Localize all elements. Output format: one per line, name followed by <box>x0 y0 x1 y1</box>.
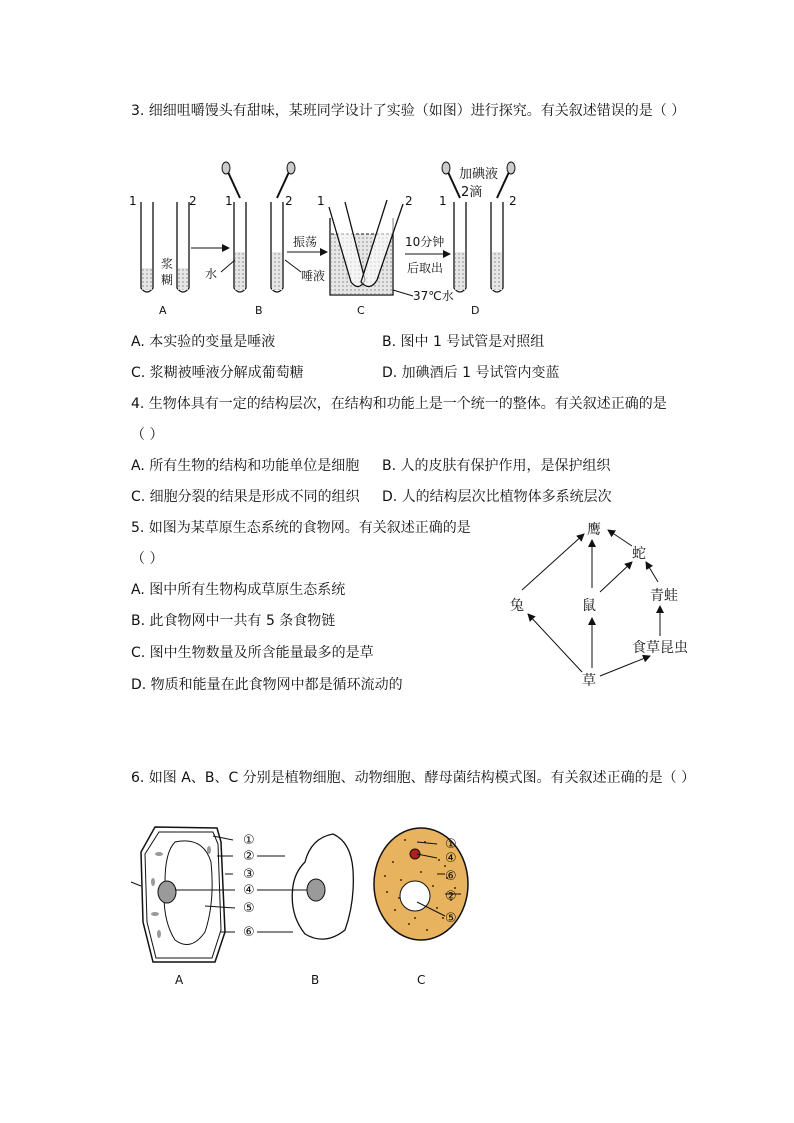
callout-5-a: ⑤ <box>243 901 255 916</box>
q3-option-c: C. 浆糊被唾液分解成葡萄糖 <box>131 365 304 381</box>
q5-option-d: D. 物质和能量在此食物网中都是循环流动的 <box>131 677 403 693</box>
water-label: 水 <box>205 267 218 281</box>
q6-stem: 6. 如图 A、B、C 分别是植物细胞、动物细胞、酵母菌结构模式图。有关叙述正确的是（ ） <box>131 770 696 786</box>
q3-experiment-figure <box>125 160 525 320</box>
plant-cell-a <box>131 827 235 987</box>
q5-option-c: C. 图中生物数量及所含能量最多的是草 <box>131 645 374 661</box>
label-b: B <box>255 304 263 317</box>
paste-label-2: 糊 <box>161 273 174 287</box>
tube-group-a <box>129 194 229 317</box>
callout-3-a: ③ <box>243 867 255 882</box>
shake-label: 振荡 <box>293 235 318 249</box>
label-a: A <box>159 304 167 317</box>
arrow-grass-insect <box>600 656 650 676</box>
q3-stem: 3. 细细咀嚼馒头有甜味，某班同学设计了实验（如图）进行探究。有关叙述错误的是（ ） <box>131 103 686 119</box>
tube2-label-d: 2 <box>509 194 517 208</box>
callout-1-a: ① <box>243 833 255 848</box>
q5-option-b: B. 此食物网中一共有 5 条食物链 <box>131 613 336 629</box>
label-d: D <box>471 304 480 317</box>
iodine-label: 加碘液 <box>459 167 499 182</box>
tube2-label-b: 2 <box>285 194 293 208</box>
q3-option-a: A. 本实验的变量是唾液 <box>131 334 276 350</box>
label-cell-c: C <box>417 973 426 987</box>
q4-option-c: C. 细胞分裂的结果是形成不同的组织 <box>131 489 360 505</box>
label-cell-b: B <box>311 973 320 987</box>
node-mouse: 鼠 <box>582 598 596 614</box>
callout-5-c: ⑤ <box>445 911 457 926</box>
tube1-label-a: 1 <box>129 194 137 208</box>
callout-1-c: ① <box>445 837 457 852</box>
q5-stem: 5. 如图为某草原生态系统的食物网。有关叙述正确的是 <box>131 520 471 536</box>
arrow-mouse-snake <box>600 562 632 592</box>
arrow-frog-snake <box>646 562 658 582</box>
label-c: C <box>357 304 365 317</box>
saliva-label: 唾液 <box>301 269 326 283</box>
callout-6-c: ⑥ <box>445 869 457 884</box>
node-snake: 蛇 <box>632 546 646 562</box>
arrow-rabbit-eagle <box>522 534 584 590</box>
callout-6-a: ⑥ <box>243 925 255 940</box>
q3-option-b: B. 图中 1 号试管是对照组 <box>382 334 545 350</box>
q4-paren: （ ） <box>131 427 164 443</box>
label-cell-a: A <box>175 973 184 987</box>
callout-2-a: ② <box>243 849 255 864</box>
callout-2-c: ② <box>445 889 457 904</box>
node-insect: 食草昆虫 <box>632 640 688 656</box>
node-eagle: 鹰 <box>587 522 601 538</box>
food-web-diagram <box>500 510 710 695</box>
q4-option-b: B. 人的皮肤有保护作用，是保护组织 <box>382 458 611 474</box>
q4-option-a: A. 所有生物的结构和功能单位是细胞 <box>131 458 360 474</box>
callout-4-c: ④ <box>445 851 457 866</box>
paste-label-1: 浆 <box>161 257 174 271</box>
temp-label: 37℃水 <box>413 289 454 303</box>
beaker-c <box>287 194 454 317</box>
tube2-label-c: 2 <box>405 194 413 208</box>
tube1-label-c: 1 <box>317 194 325 208</box>
tube1-label-d: 1 <box>439 194 447 208</box>
node-grass: 草 <box>582 673 596 689</box>
node-rabbit: 兔 <box>510 598 524 614</box>
node-frog: 青蛙 <box>650 588 678 604</box>
animal-cell-b <box>257 834 353 987</box>
arrow-grass-rabbit <box>528 614 582 672</box>
q5-paren: （ ） <box>131 551 164 567</box>
arrow-snake-eagle <box>608 530 632 546</box>
q4-option-d: D. 人的结构层次比植物体多系统层次 <box>382 489 612 505</box>
tube2-label-a: 2 <box>189 194 197 208</box>
tube1-label-b: 1 <box>225 194 233 208</box>
takeout-label: 后取出 <box>407 261 444 275</box>
q5-option-a: A. 图中所有生物构成草原生态系统 <box>131 582 346 598</box>
q4-stem: 4. 生物体具有一定的结构层次，在结构和功能上是一个统一的整体。有关叙述正确的是 <box>131 396 667 412</box>
cell-structure-figure <box>125 822 505 992</box>
drops-label: 2滴 <box>461 185 483 200</box>
q3-option-d: D. 加碘酒后 1 号试管内变蓝 <box>382 365 560 381</box>
time-label: 10分钟 <box>405 235 445 249</box>
callout-4-a: ④ <box>243 883 255 898</box>
